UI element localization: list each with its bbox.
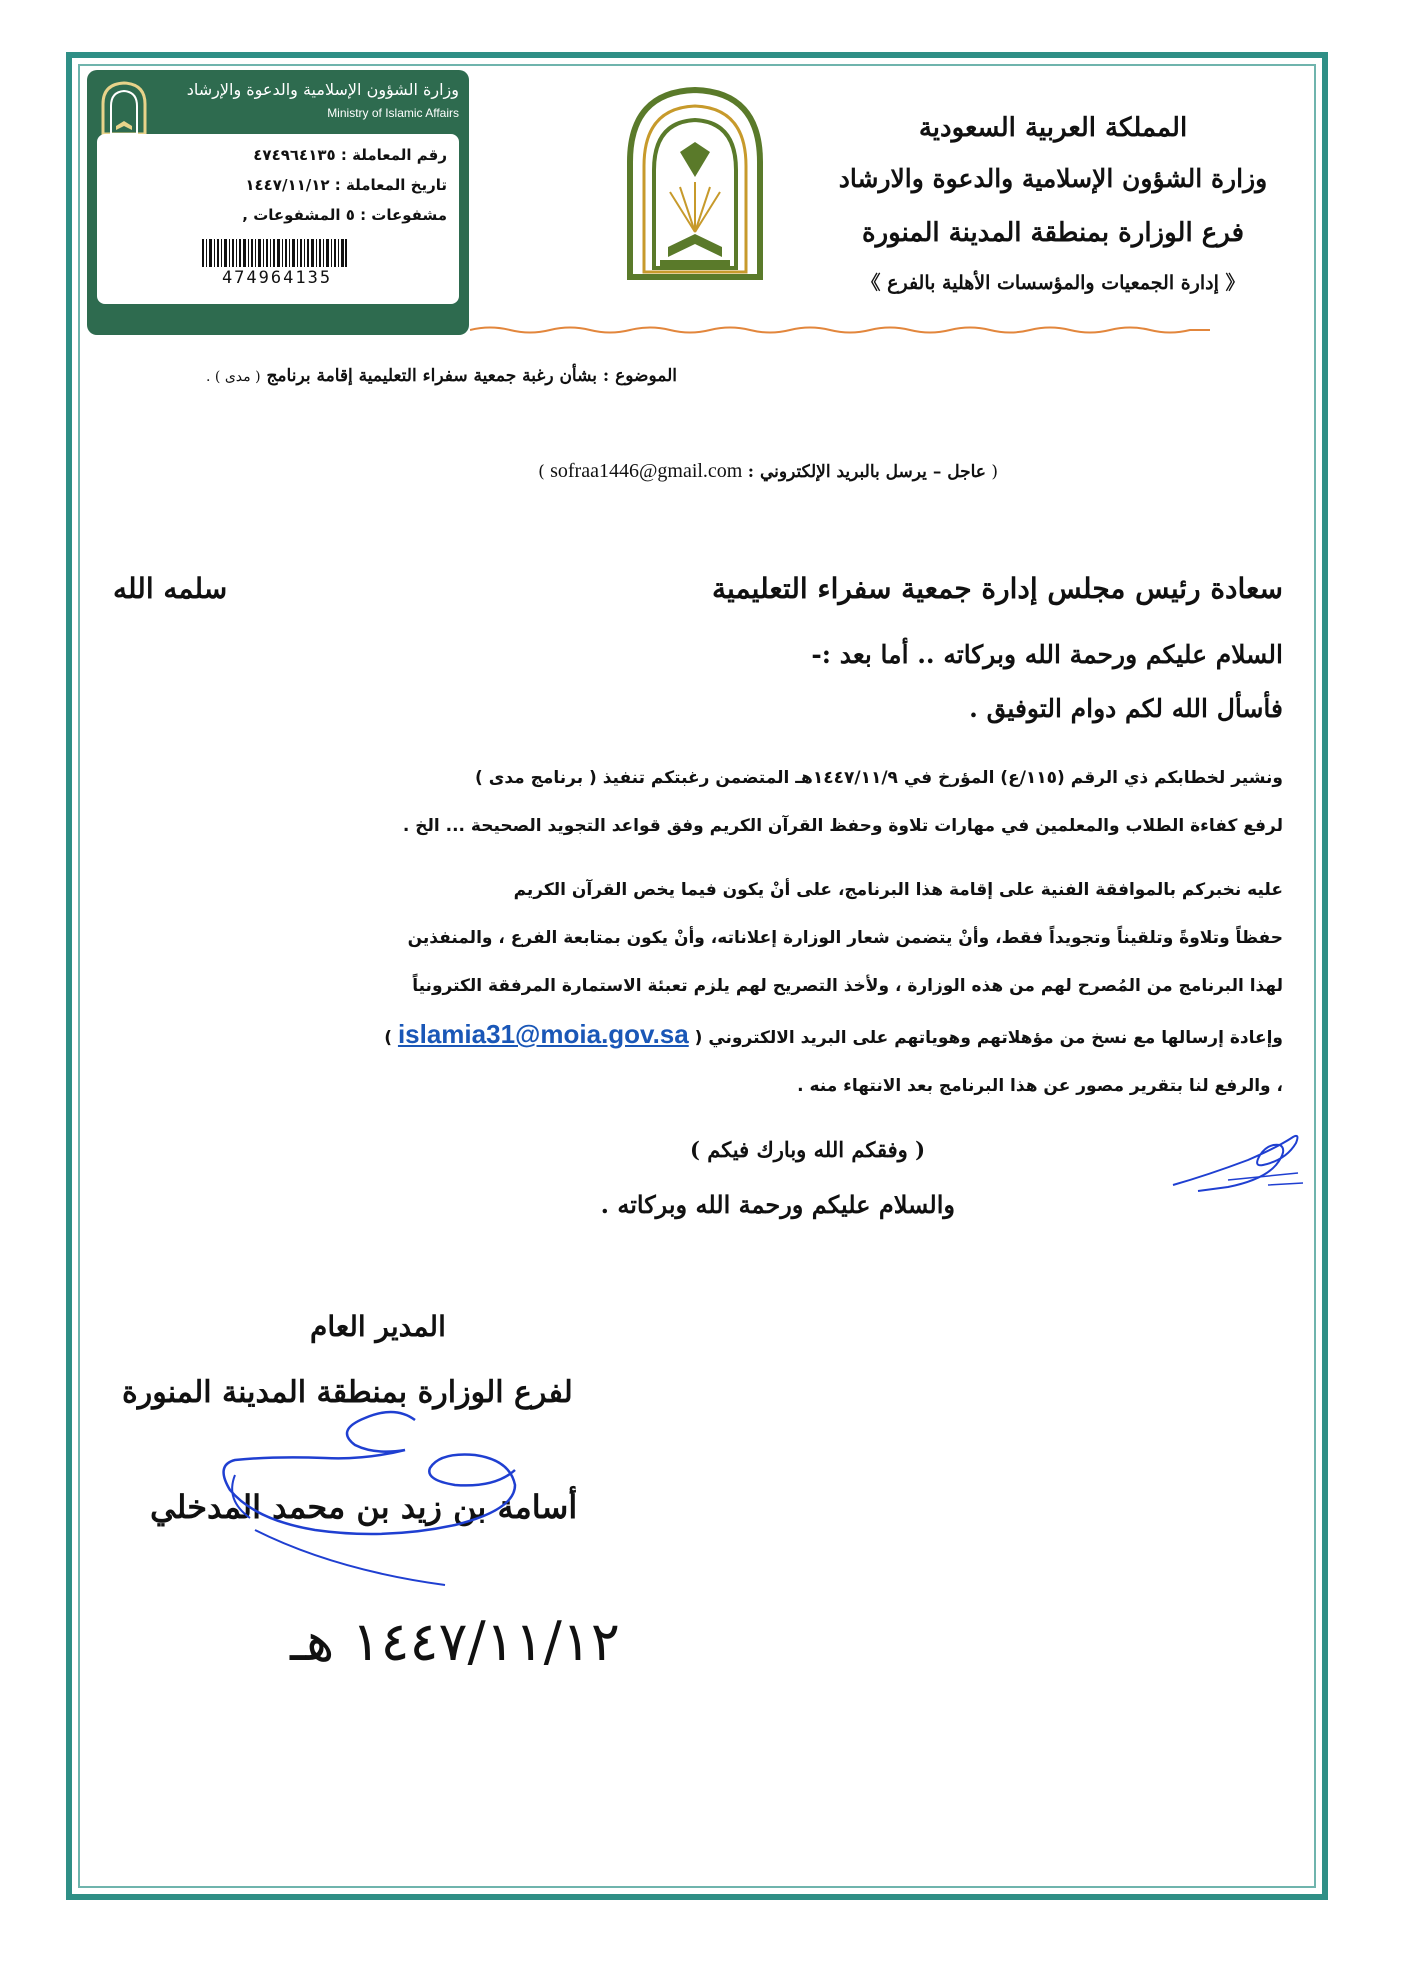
addressee: سعادة رئيس مجلس إدارة جمعية سفراء التعليمية bbox=[712, 572, 1283, 605]
letterhead bbox=[823, 104, 1283, 306]
submission-email-link[interactable]: islamia31@moia.gov.sa bbox=[397, 1019, 689, 1049]
signatory-branch: لفرع الوزارة بمنطقة المدينة المنورة bbox=[122, 1375, 573, 1410]
attachments-count: مشفوعات : ٥ المشفوعات , bbox=[242, 206, 447, 224]
signature-date: ١٤٤٧/١١/١٢ هـ bbox=[290, 1610, 620, 1673]
greeting-line-2: فأسأل الله لكم دوام التوفيق . bbox=[969, 694, 1283, 723]
paragraph-line: لهذا البرنامج من المُصرح لهم من هذه الوزارة ، ولأخذ التصريح لهم يلزم تعبئة الاستمارة المرفقة الكترونياً bbox=[412, 976, 1283, 996]
urgent-line bbox=[538, 460, 998, 483]
card-body bbox=[97, 134, 459, 304]
recipient-email: sofraa1446@gmail.com bbox=[550, 460, 743, 482]
greeting-line-1: السلام عليكم ورحمة الله وبركاته .. أما بعد :- bbox=[811, 640, 1283, 669]
card-ministry-en: Ministry of Islamic Affairs bbox=[327, 106, 459, 120]
transaction-date: تاريخ المعاملة : ١٤٤٧/١١/١٢ bbox=[245, 176, 447, 194]
paragraph-line: ونشير لخطابكم ذي الرقم (١١٥/ع) المؤرخ في ١٤٤٧/١١/٩هـ المتضمن رغبتكم تنفيذ ( برنامج مدى ) bbox=[475, 768, 1283, 788]
email-intro: وإعادة إرسالها مع نسخ من مؤهلاتهم وهوياتهم على البريد الالكتروني ( bbox=[694, 1028, 1283, 1048]
paragraph-line-email bbox=[121, 1010, 1283, 1062]
ministry-emblem-icon bbox=[620, 82, 770, 282]
department-name: 《 إدارة الجمعيات والمؤسسات الأهلية بالفرع 》 bbox=[861, 272, 1245, 294]
card-header bbox=[99, 78, 459, 130]
transaction-number: رقم المعاملة : ٤٧٤٩٦٤١٣٥ bbox=[253, 146, 447, 164]
salutation bbox=[113, 572, 1283, 605]
signatory-title: المدير العام bbox=[310, 1310, 446, 1343]
paragraph-line: لرفع كفاءة الطلاب والمعلمين في مهارات تلاوة وحفظ القرآن الكريم وفق قواعد التجويد الصحيحة ... الخ . bbox=[402, 816, 1283, 836]
ministry-name: وزارة الشؤون الإسلامية والدعوة والارشاد bbox=[838, 164, 1268, 193]
header-divider bbox=[470, 325, 1210, 335]
body-paragraph-1 bbox=[121, 754, 1283, 850]
barcode-number: 474964135 bbox=[221, 268, 333, 288]
subject-program: ( مدى ) . bbox=[206, 369, 261, 385]
urgent-close: ) bbox=[538, 462, 545, 482]
email-close: ) bbox=[384, 1028, 393, 1048]
blessing: سلمه الله bbox=[113, 572, 228, 605]
subject-text: الموضوع : بشأن رغبة جمعية سفراء التعليمية إقامة برنامج bbox=[266, 366, 677, 386]
paragraph-line: حفظاً وتلاوةً وتلقيناً وتجويداً فقط، وأنْ يتضمن شعار الوزارة إعلاناته، وأنْ يكون بمتابعة الفرع ، والمنفذين bbox=[407, 928, 1283, 948]
branch-name: فرع الوزارة بمنطقة المدينة المنورة bbox=[861, 218, 1245, 248]
urgent-label: عاجل – يرسل بالبريد الإلكتروني : bbox=[747, 462, 986, 482]
country-name: المملكة العربية السعودية bbox=[918, 113, 1188, 143]
transaction-card bbox=[87, 70, 469, 335]
card-ministry-ar: وزارة الشؤون الإسلامية والدعوة والإرشاد bbox=[186, 80, 459, 99]
initials-signature-icon bbox=[1168, 1125, 1313, 1200]
paragraph-line: ، والرفع لنا بتقرير مصور عن هذا البرنامج بعد الانتهاء منه . bbox=[797, 1076, 1283, 1096]
handwritten-signature-icon bbox=[215, 1400, 655, 1600]
urgent-open: ( bbox=[991, 462, 998, 482]
barcode-icon bbox=[202, 239, 347, 267]
paragraph-line: عليه نخبركم بالموافقة الفنية على إقامة هذا البرنامج، على أنْ يكون فيما يخص القرآن الكريم bbox=[513, 880, 1283, 900]
subject-line bbox=[206, 366, 677, 386]
body-paragraph-2 bbox=[121, 866, 1283, 1110]
ministry-logo-icon bbox=[99, 80, 149, 136]
closing-greeting: والسلام عليكم ورحمة الله وبركاته . bbox=[600, 1190, 955, 1219]
closing-prayer: ( وفقكم الله وبارك فيكم ) bbox=[689, 1137, 925, 1162]
signatory-name: أسامة بن زيد بن محمد المدخلي bbox=[150, 1488, 578, 1526]
